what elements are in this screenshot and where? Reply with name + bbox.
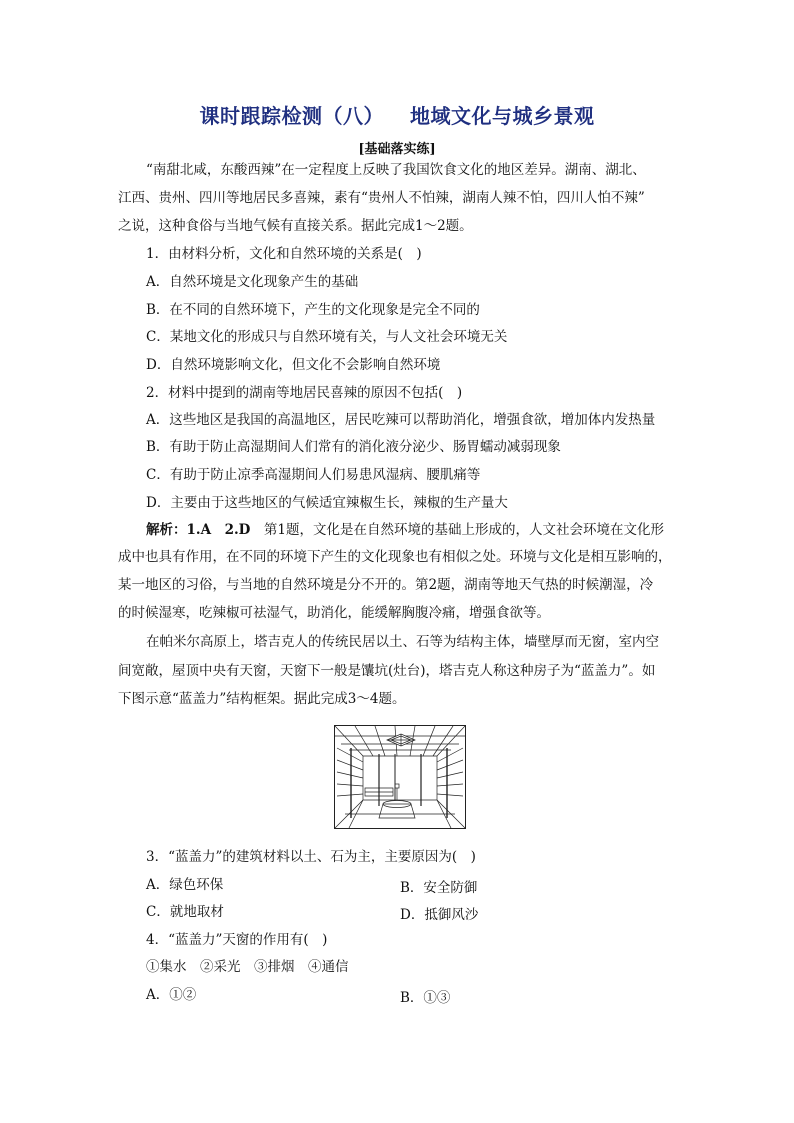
q1-option-d: D．自然环境影响文化，但文化不会影响自然环境	[146, 357, 441, 373]
q1-option-a: A．自然环境是文化现象产生的基础	[146, 274, 359, 290]
q1-option-b: B．在不同的自然环境下，产生的文化现象是完全不同的	[146, 302, 480, 318]
analysis-line-3: 某一地区的习俗，与当地的自然环境是分不开的。第2题，湖南等地天气热的时候潮湿，冷	[118, 577, 654, 593]
analysis-line-4: 的时候湿寒，吃辣椒可祛湿气，助消化，能缓解胸腹冷痛，增强食欲等。	[118, 605, 550, 621]
page-title	[0, 100, 794, 129]
q2-option-d: D．主要由于这些地区的气候适宜辣椒生长，辣椒的生产量大	[146, 495, 508, 511]
passage2-line-3: 下图示意“蓝盖力”结构框架。据此完成3～4题。	[118, 691, 406, 707]
q2-option-a: A．这些地区是我国的高温地区，居民吃辣可以帮助消化，增强食欲，增加体内发热量	[146, 412, 656, 428]
q4-option-b: B．①③	[400, 990, 451, 1006]
q3-stem: 3．“蓝盖力”的建筑材料以土、石为主，主要原因为( )	[146, 849, 476, 865]
house-interior-illustration	[334, 725, 466, 829]
house-structure-drawing	[335, 726, 465, 828]
q1-stem: 1．由材料分析，文化和自然环境的关系是( )	[146, 246, 422, 262]
q2-option-b: B．有助于防止高湿期间人们常有的消化液分泌少、肠胃蠕动减弱现象	[146, 439, 561, 455]
q2-option-c: C．有助于防止凉季高湿期间人们易患风湿病、腰肌痛等	[146, 467, 481, 483]
section-label: [基础落实练]	[358, 142, 436, 157]
q3-option-c: C．就地取材	[146, 904, 224, 920]
q3-option-d: D．抵御风沙	[400, 907, 479, 923]
passage1-line-3: 之说，这种食俗与当地气候有直接关系。据此完成1～2题。	[118, 218, 473, 234]
q2-stem: 2．材料中提到的湖南等地居民喜辣的原因不包括( )	[146, 385, 463, 401]
passage1-line-2: 江西、贵州、四川等地居民多喜辣，素有“贵州人不怕辣，湖南人辣不怕，四川人怕不辣”	[118, 190, 645, 206]
q3-option-b: B．安全防御	[400, 880, 478, 896]
analysis-line-1	[146, 521, 678, 539]
passage1-line-1: “南甜北咸，东酸西辣”在一定程度上反映了我国饮食文化的地区差异。湖南、湖北、	[146, 162, 646, 178]
title-right: 地域文化与城乡景观	[410, 104, 595, 128]
q1-option-c: C．某地文化的形成只与自然环境有关，与人文社会环境无关	[146, 329, 508, 345]
q4-option-a: A．①②	[146, 987, 197, 1003]
analysis-line-2: 成中也具有作用，在不同的环境下产生的文化现象也有相似之处。环境与文化是相互影响的，	[118, 549, 672, 565]
passage2-line-2: 间宽敞，屋顶中央有天窗，天窗下一般是馕坑(灶台)，塔吉克人称这种房子为“蓝盖力”。如	[118, 663, 656, 679]
q4-stem: 4．“蓝盖力”天窗的作用有( )	[146, 932, 328, 948]
q3-option-a: A．绿色环保	[146, 877, 224, 893]
analysis-text-1: 第1题，文化是在自然环境的基础上形成的，人文社会环境在文化形	[250, 522, 664, 538]
passage2-line-1: 在帕米尔高原上，塔吉克人的传统民居以土、石等为结构主体，墙壁厚而无窗，室内空	[146, 634, 659, 650]
title-left: 课时跟踪检测（八）	[199, 104, 384, 128]
q4-choices: ①集水 ②采光 ③排烟 ④通信	[146, 959, 349, 975]
analysis-label: 解析：1.A 2.D	[146, 522, 251, 538]
